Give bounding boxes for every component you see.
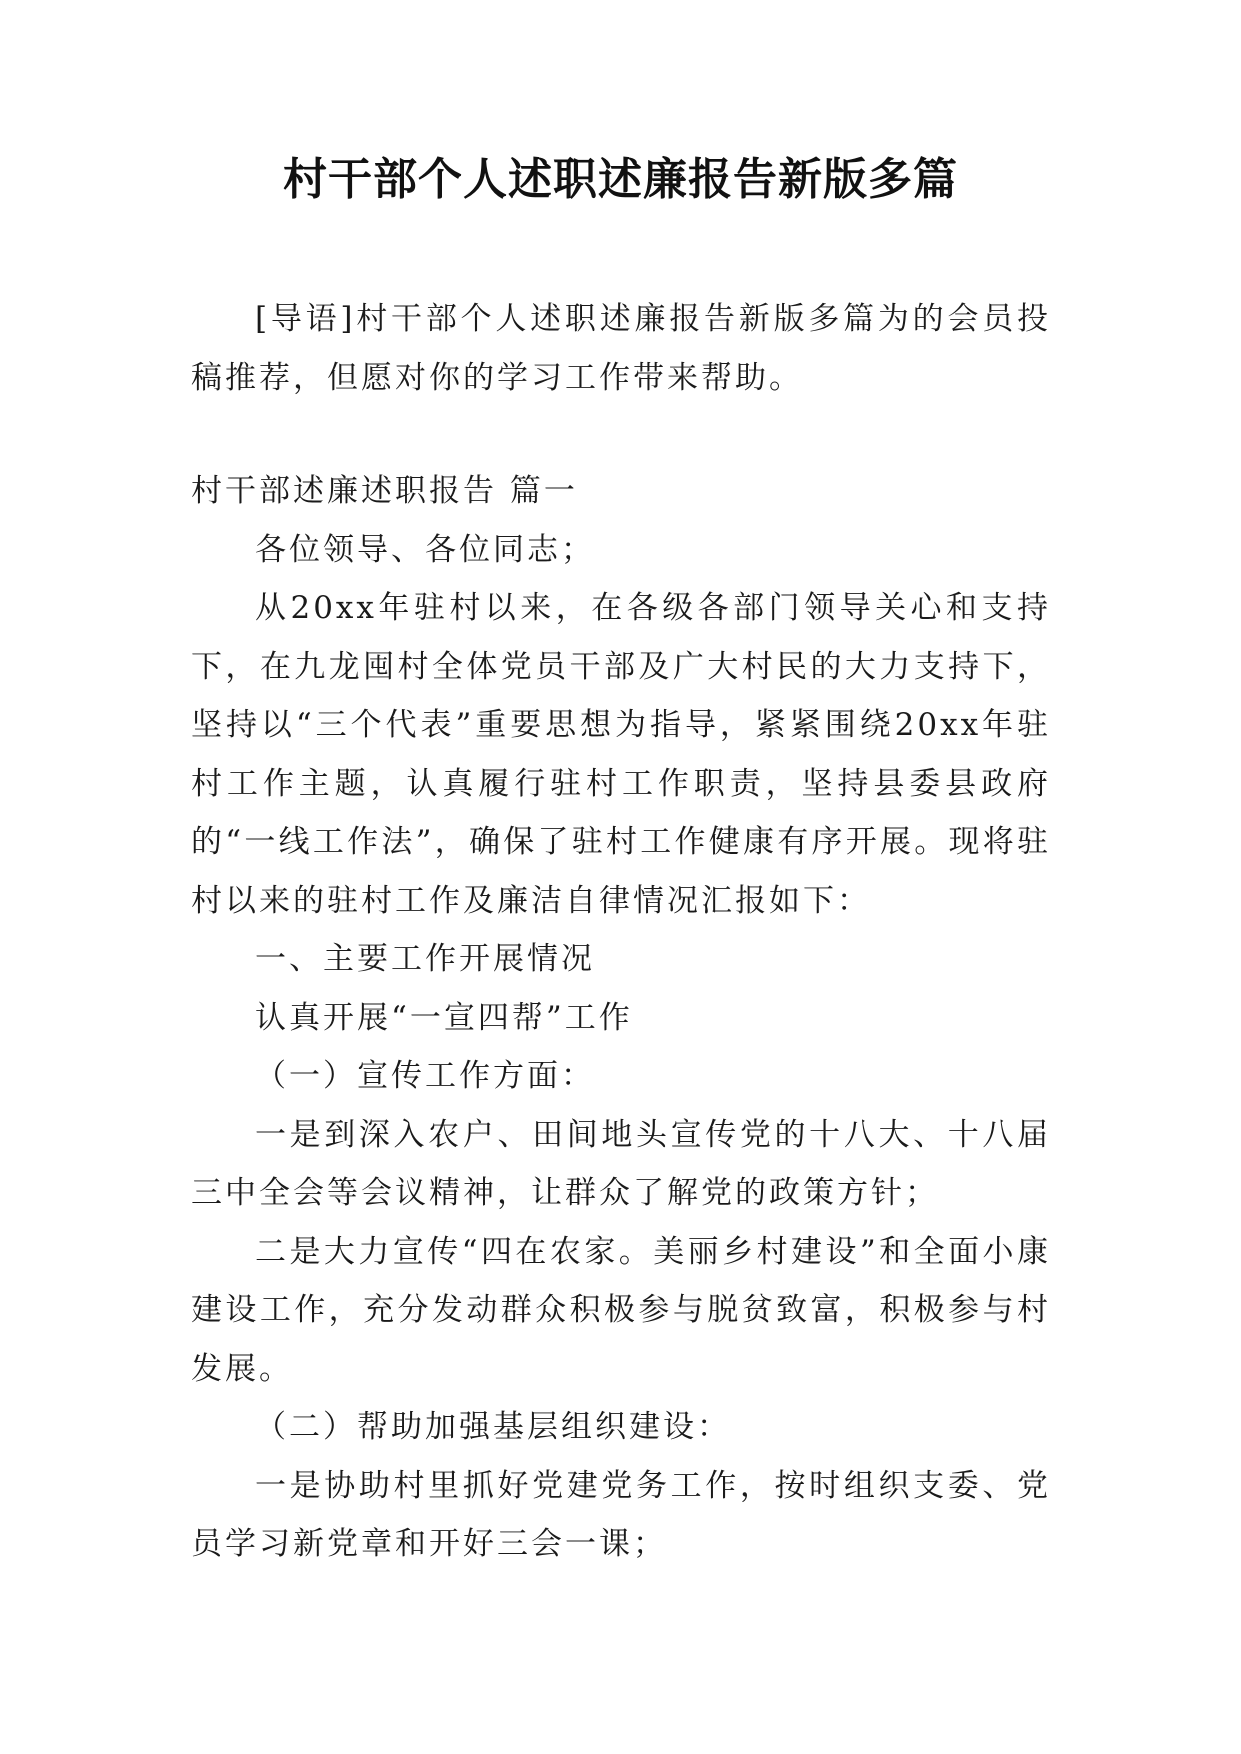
section-heading: 村干部述廉述职报告 篇一 [191, 473, 578, 509]
paragraph: 二是大力宣传“四在农家。美丽乡村建设”和全面小康建设工作，充分发动群众积极参与脱贫致富，积极参与村发展。 [191, 1233, 1051, 1387]
paragraph: 一是协助村里抓好党建党务工作，按时组织支委、党员学习新党章和开好三会一课； [191, 1467, 1051, 1562]
paragraph: 一、主要工作开展情况 [255, 941, 595, 977]
paragraph: 各位领导、各位同志； [255, 531, 595, 568]
paragraph: （一）宣传工作方面： [255, 1058, 595, 1094]
paragraph: （二）帮助加强基层组织建设： [255, 1409, 731, 1445]
paragraph: 从20xx年驻村以来，在各级各部门领导关心和支持下，在九龙囤村全体党员干部及广大村民的大力支持下，坚持以“三个代表”重要思想为指导，紧紧围绕20xx年驻村工作主题，认真履行驻村工作职责，坚持县委县政府的“一线工作法”，确保了驻村工作健康有序开展。现将驻村以来的驻村工作及廉洁自律情况汇报如下： [191, 590, 1051, 919]
document-title: 村干部个人述职述廉报告新版多篇 [283, 154, 958, 205]
paragraph: 一是到深入农户、田间地头宣传党的十八大、十八届三中全会等会议精神，让群众了解党的政策方针； [191, 1116, 1051, 1211]
intro-paragraph: [导语]村干部个人述职述廉报告新版多篇为的会员投稿推荐，但愿对你的学习工作带来帮助。 [191, 301, 1051, 396]
paragraph: 认真开展“一宣四帮”工作 [255, 999, 633, 1036]
document-body [191, 290, 1051, 1574]
